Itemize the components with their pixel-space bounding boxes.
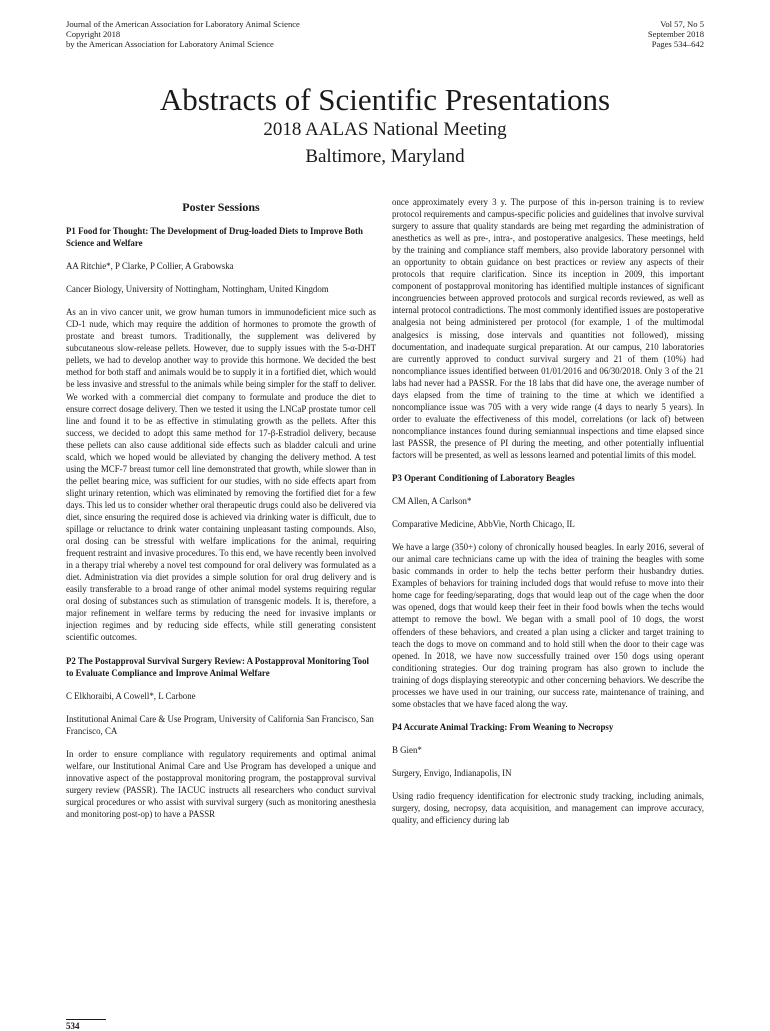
meeting-name: 2018 AALAS National Meeting (263, 119, 507, 140)
abstract-affiliation-p3: Comparative Medicine, AbbVie, North Chicago, IL (392, 519, 575, 530)
right-column (392, 196, 704, 837)
abstract-authors-p3: CM Allen, A Carlson* (392, 496, 472, 507)
left-column (66, 196, 376, 831)
abstract-body-p2-part1: In order to ensure compliance with regulatory requirements and optimal animal welfare, our Institutional Animal Care and Use Program has developed a unique and innovative aspect of the postapproval monitoring program, the postapproval survival surgery review (PASSR). The IACUC instructs all researchers who conduct survival surgical procedures or who assist with survival surgery (such as monitoring anesthesia and monitoring post-op) to have a PASSR (66, 748, 376, 819)
page-number: 534 (66, 1021, 80, 1031)
page-range: Pages 534–642 (651, 38, 704, 49)
abstract-authors-p4: B Gien* (392, 744, 422, 755)
abstract-body-p2-part2: once approximately every 3 y. The purpose of this in-person training is to review protocol requirements and campus-specific policies and guidelines that involve survival surgery to assure that quality standards are being met regarding the administration of anesthetics as well as pre-, intra-, and postoperative analgesics. These meetings, held by the training and compliance staff members, also provide laboratory personnel with an opportunity to obtain guidance on best practices or review any aspects of their protocols that require clarification. Since its inception in 2009, this important component of postapproval monitoring has identified multiple instances of significant incongruencies between approved protocols and surgical records reviewed, as well as internal protocol contradictions. The most commonly identified issues are postoperative analgesia not being administered per protocol (for example, 1 of the multimodal analgesics is missing, dose intervals and quantities not followed), missing documentation, and inadequate surgical preparation. At our campus, 210 laboratories are currently approved to conduct survival surgery and 21 of them (10%) had noncompliance issues identified between 01/01/2016 and 06/30/2018. Only 3 of the 21 labs had never had a PASSR. For the 18 labs that did have one, the average number of days elapsed from the time of training to the time at which we identified a noncompliance issue was 705 with a very wide range (4 days to nearly 5 years). In order to evaluate the effectiveness of this model, correlations (or lack of) between noncompliance instances found during semiannual inspections and time elapsed since last PASSR, the presence of PI during the meeting, and other potentially influential factors will be presented, as well as lessons learned and potential limits of this model. (392, 197, 704, 460)
abstract-affiliation-p2: Institutional Animal Care & Use Program, University of California San Francisco, San Francisco, CA (66, 713, 374, 736)
abstract-title-p4: P4 Accurate Animal Tracking: From Weaning to Necropsy (392, 721, 614, 732)
issue-date: September 2018 (647, 28, 704, 39)
abstract-authors-p2: C Elkhoraibi, A Cowell*, L Carbone (66, 690, 196, 701)
journal-name: Journal of the American Association for Laboratory Animal Science (66, 19, 300, 29)
abstract-title-p2: P2 The Postapproval Survival Surgery Review: A Postapproval Monitoring Tool to Evaluate Compliance and Improve Animal Welfare (66, 655, 370, 678)
abstract-body-p4: Using radio frequency identification for electronic study tracking, including animals, surgery, dosing, necropsy, data acquisition, and management can improve accuracy, quality, and efficiency during lab (392, 790, 704, 826)
abstract-title-p1: P1 Food for Thought: The Development of Drug-loaded Diets to Improve Both Science and Welfare (66, 226, 363, 249)
abstract-affiliation-p1: Cancer Biology, University of Nottingham, Nottingham, United Kingdom (66, 284, 329, 295)
abstract-body-p1: As an in vivo cancer unit, we grow human tumors in immunodeficient mice such as CD-1 nude, which may require the addition of hormones to promote the growth of prostate and breast tumors. Traditionally, the supplement was delivered by subcutaneous slow-release pellets. However, due to supply issues with the 5-α-DHT pellets, we had to develop another way to provide this hormone. We decided the best method for both staff and animals would be to supply it in a fortified diet, which would be less invasive and stressful to the animals while being simpler for the staff to deliver. We worked with a commercial diet company to formulate and produce the diet to ensure correct dosage delivery. Then we tested it using the LNCaP prostate tumor cell line and found it to be as effective in stimulating growth as the pellets. After this success, we decided to adopt this same method for 17-β-Estradiol delivery, because these pellets can also cause additional side effects such as bladder calculi and urine scald, which we hoped would be alleviated by changing the delivery method. A test using the MCF-7 breast tumor cell line demonstrated that growth, while slower than in the pellet bearing mice, was sufficient for our studies, with no side effects apart from slight urinary retention, which was eliminated by removing the fortified diet for a few days. This led us to consider whether oral therapeutic drugs could also be delivered via diet, since ensuring the required dose is achieved via drinking water is difficult, due to spillage or reluctance to drink water containing unpleasant tasting compounds. Also, oral dosing can be stressful with welfare implications for the animal, requiring frequent restraint and invasive procedures. To this end, we have recently been involved in a therapy trial whereby a novel test compound for oral delivery was formulated as a diet. Administration via diet provides a simple solution for oral drug delivery and is easily transferable to a broad range of other animal model systems requiring regular oral dosing of substances such as stimulation of transgenic models. It is, therefore, a major refinement in welfare terms by reducing the need for invasive implants or injection regimes and by reducing side effects, while still generating consistent scientific outcomes. (66, 307, 376, 643)
page-title: Abstracts of Scientific Presentations (159, 82, 611, 117)
abstract-body-p3: We have a large (350+) colony of chronically housed beagles. In early 2016, several of our animal care technicians came up with the idea of training the beagles with some basic commands in order to help the techs better perform their husbandry duties. Examples of behaviors for training included dogs that would refuse to move into their home cage for feeding/separating, dogs that would leap out of the cage when the door was opened, dogs that would keep their feet in their food bowls when the techs would attempt to remove the bowl. We began with a small pool of 10 dogs, the worst offenders of these behaviors, and created a plan using a clicker and target training to teach the dogs to move on command and to hold still when the door to their cage was opened. In 2018, we have now successfully trained over 150 dogs using operant conditioning strategies. Our dog training program has also grown to include the training of dogs displaying stereotypic and other concerning behaviors. We describe the processes we have used in our training, our success rate, maintenance of training, and some obstacles that we have faced along the way. (392, 542, 704, 709)
abstract-affiliation-p4: Surgery, Envigo, Indianapolis, IN (392, 767, 512, 778)
copyright-holder: by the American Association for Laboratory Animal Science (66, 38, 274, 49)
journal-header-left (66, 20, 300, 49)
section-heading: Poster Sessions (182, 200, 260, 214)
volume-issue: Vol 57, No 5 (660, 19, 704, 29)
meeting-location: Baltimore, Maryland (305, 146, 465, 167)
footer-rule (66, 1019, 106, 1020)
journal-header-right (648, 20, 704, 49)
copyright-year: Copyright 2018 (66, 28, 121, 39)
abstract-authors-p1: AA Ritchie*, P Clarke, P Collier, A Grabowska (66, 261, 234, 272)
abstract-title-p3: P3 Operant Conditioning of Laboratory Beagles (392, 473, 575, 484)
